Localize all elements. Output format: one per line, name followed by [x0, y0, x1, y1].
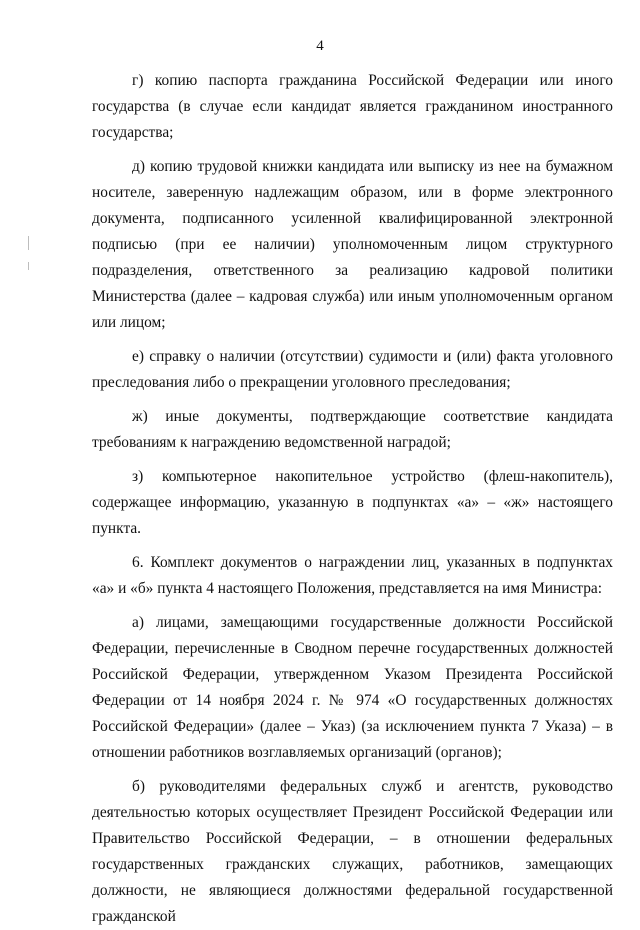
paragraph-z-flash-drive: з) компьютерное накопительное устройство (флеш-накопитель), содержащее информацию, указанную в подпунктах «а» – «ж» настоящего пункта. [92, 468, 613, 537]
document-body [92, 68, 613, 930]
paragraph-e-criminal-record: е) справку о наличии (отсутствии) судимости и (или) факта уголовного преследования либо о прекращении уголовного преследования; [92, 348, 613, 391]
paragraph-zh-other-documents: ж) иные документы, подтверждающие соответствие кандидата требованиям к награждению ведомственной наградой; [92, 408, 613, 451]
page-number: 4 [316, 38, 324, 54]
paragraph-d-work-record: д) копию трудовой книжки кандидата или выписку из нее на бумажном носителе, заверенную надлежащим образом, или в форме электронного документа, подписанного усиленной квалифицированной электронной подписью (при ее наличии) уполномоченным лицом структурного подразделения, ответственного за реализацию кадровой политики Министерства (далее – кадровая служба) или иным уполномоченным органом или лицом; [92, 158, 613, 331]
paragraph-b-federal-services: б) руководителями федеральных служб и агентств, руководство деятельностью которых осуществляет Президент Российской Федерации или Правительство Российской Федерации, – в отношении федеральных государственных гражданских служащих, работников, замещающих должности, не являющиеся должностями федеральной государственной гражданской [92, 778, 613, 925]
scan-edge-mark [28, 262, 29, 270]
paragraph-a-state-positions: а) лицами, замещающими государственные должности Российской Федерации, перечисленные в Сводном перечне государственных должностей Российской Федерации, утвержденном Указом Президента Российской Федерации от 14 ноября 2024 г. № 974 «О государственных должностях Российской Федерации» (далее – Указ) (за исключением пункта 7 Указа) – в отношении работников возглавляемых организаций (органов); [92, 614, 613, 761]
paragraph-6-document-set: 6. Комплект документов о награждении лиц, указанных в подпунктах «а» и «б» пункта 4 настоящего Положения, представляется на имя Министра: [92, 554, 613, 597]
scan-edge-mark [28, 236, 29, 250]
paragraph-g-passport: г) копию паспорта гражданина Российской Федерации или иного государства (в случае если кандидат является гражданином иностранного государства; [92, 72, 613, 141]
